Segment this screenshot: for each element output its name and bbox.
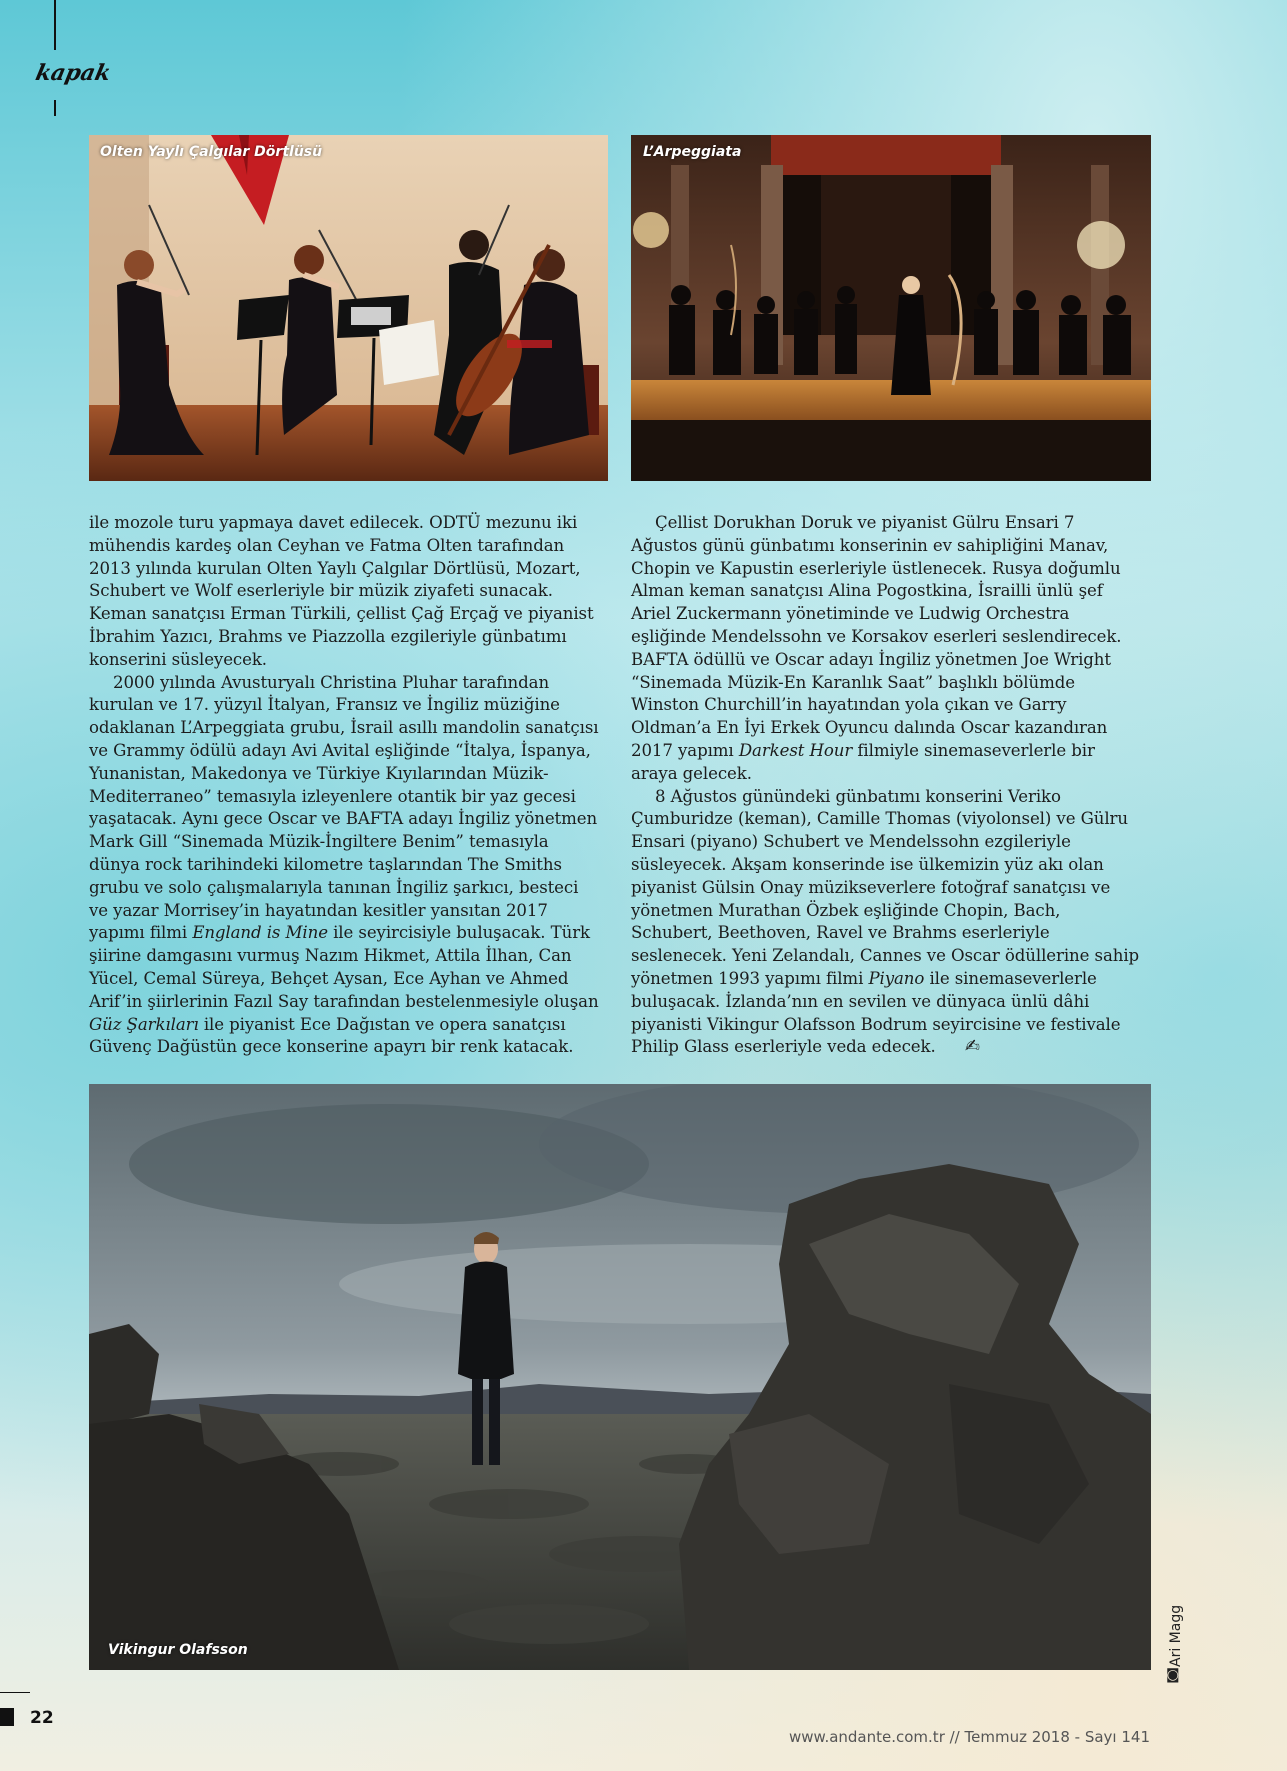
photo-caption-vikingur: Vikingur Olafsson	[108, 1642, 248, 1658]
right-paragraph-2-text-a: 8 Ağustos günündeki günbatımı konserini Veriko Çumburidze (keman), Camille Thomas (viyolonsel) ve Gülru Ensari (piyano) Schubert ve Mendelssohn ezgileriyle süsleyecek. Akşam konserinde ise ülkemizin yüz akı olan piyanist Gülsin Onay müzikseverlere fotoğraf sanatçısı ve yönetmen Murathan Özbek eşliğinde Chopin, Bach, Schubert, Beethoven, Ravel ve Brahms eserleriyle seslenecek. Yeni Zelandalı, Cannes ve Oscar ödüllerine sahip yönetmen 1993 yapımı filmi	[631, 786, 1140, 988]
page-number-block	[0, 1708, 14, 1726]
section-tag: kapak	[33, 60, 114, 86]
photo-quartet	[89, 135, 608, 481]
photo-credit-name: Ari Magg	[1168, 1604, 1184, 1667]
right-paragraph-2-text-b: ile sinemaseverlerle buluşacak. İzlanda’nın en sevilen ve dünyaca ünlü dâhi piyanisti Vikingur Olafsson Bodrum seyircisine ve festivale Philip Glass eserleriyle veda edecek.	[631, 968, 1121, 1057]
page-number: 22	[30, 1708, 54, 1728]
article-left-column	[89, 512, 601, 1059]
film-title-england-is-mine: England is Mine	[192, 923, 328, 943]
section-rule-bottom	[54, 100, 56, 116]
end-mark-icon: ✍	[964, 1036, 980, 1058]
film-title-darkest-hour: Darkest Hour	[738, 740, 853, 760]
photo-credit	[1166, 1575, 1186, 1683]
photo-caption-quartet: Olten Yaylı Çalgılar Dörtlüsü	[100, 144, 323, 160]
camera-icon: ◙	[1166, 1667, 1180, 1683]
right-paragraph-1-text-b: filmiyle sinemaseverlerle bir araya gelecek.	[631, 740, 1095, 783]
footer-url-issue: www.andante.com.tr // Temmuz 2018 - Sayı 141	[789, 1728, 1150, 1746]
left-paragraph-2-text-c: ile piyanist Ece Dağıstan ve opera sanatçısı Güvenç Dağüstün gece konserine apayrı bir renk katacak.	[89, 1014, 574, 1057]
photo-arpeggiata	[631, 135, 1151, 481]
right-paragraph-2	[631, 786, 1143, 1060]
left-paragraph-2-text-b: ile seyircisiyle buluşacak. Türk şiirine damgasını vurmuş Nazım Hikmet, Attila İlhan, Can Yücel, Cemal Süreya, Behçet Aysan, Ece Ayhan ve Ahmed Arif’in şiirlerinin Fazıl Say tarafından bestelenmesiyle oluşan	[89, 923, 599, 1011]
page-number-rule	[0, 1692, 30, 1693]
film-title-piyano: Piyano	[868, 968, 925, 988]
left-paragraph-2-text-a: 2000 yılında Avusturyalı Christina Pluhar tarafından kurulan ve 17. yüzyıl İtalyan, Fransız ve İngiliz müziğine odaklanan L’Arpeggiata grubu, İsrail asıllı mandolin sanatçısı ve Grammy ödülü adayı Avi Avital eşliğinde “İtalya, İspanya, Yunanistan, Makedonya ve Türkiye Kıyılarından Müzik-Mediterraneo” temasıyla izleyenlere otantik bir yaz gecesi yaşatacak. Aynı gece Oscar ve BAFTA adayı İngiliz yönetmen Mark Gill “Sinemada Müzik-İngiltere Benim” temasıyla dünya rock tarihindeki kilometre taşlarından The Smiths grubu ve solo çalışmalarıyla tanınan İngiliz şarkıcı, besteci ve yazar Morrisey’in hayatından kesitler yansıtan 2017 yapımı filmi	[89, 672, 599, 943]
left-paragraph-1: ile mozole turu yapmaya davet edilecek. ODTÜ mezunu iki mühendis kardeş olan Ceyhan ve Fatma Olten tarafından 2013 yılında kurulan Olten Yaylı Çalgılar Dörtlüsü, Mozart, Schubert ve Wolf eserleriyle bir müzik ziyafeti sunacak. Keman sanatçısı Erman Türkili, çellist Çağ Erçağ ve piyanist İbrahim Yazıcı, Brahms ve Piazzolla ezgileriyle günbatımı konserini süsleyecek.	[89, 513, 594, 669]
right-paragraph-1-text-a: Çellist Dorukhan Doruk ve piyanist Gülru Ensari 7 Ağustos günü günbatımı konserinin ev sahipliğini Manav, Chopin ve Kapustin eserleriyle üstlenecek. Rusya doğumlu Alman keman sanatçısı Alina Pogostkina, İsrailli ünlü şef Ariel Zuckermann yönetiminde ve Ludwig Orchestra eşliğinde Mendelssohn ve Korsakov eserleri seslendirecek. BAFTA ödüllü ve Oscar adayı İngiliz yönetmen Joe Wright “Sinemada Müzik-En Karanlık Saat” başlıklı bölümde Winston Churchill’in hayatından yola çıkan ve Garry Oldman’a En İyi Erkek Oyuncu dalında Oscar kazandıran 2017 yapımı	[631, 513, 1122, 760]
photo-vikingur-olafsson	[89, 1084, 1151, 1670]
photo-caption-arpeggiata: L’Arpeggiata	[643, 144, 742, 160]
left-paragraph-2	[89, 672, 601, 1060]
section-rule-top	[54, 0, 56, 50]
right-paragraph-1	[631, 512, 1143, 786]
article-right-column	[631, 512, 1143, 1059]
work-title-guz-sarkilari: Güz Şarkıları	[89, 1014, 199, 1034]
